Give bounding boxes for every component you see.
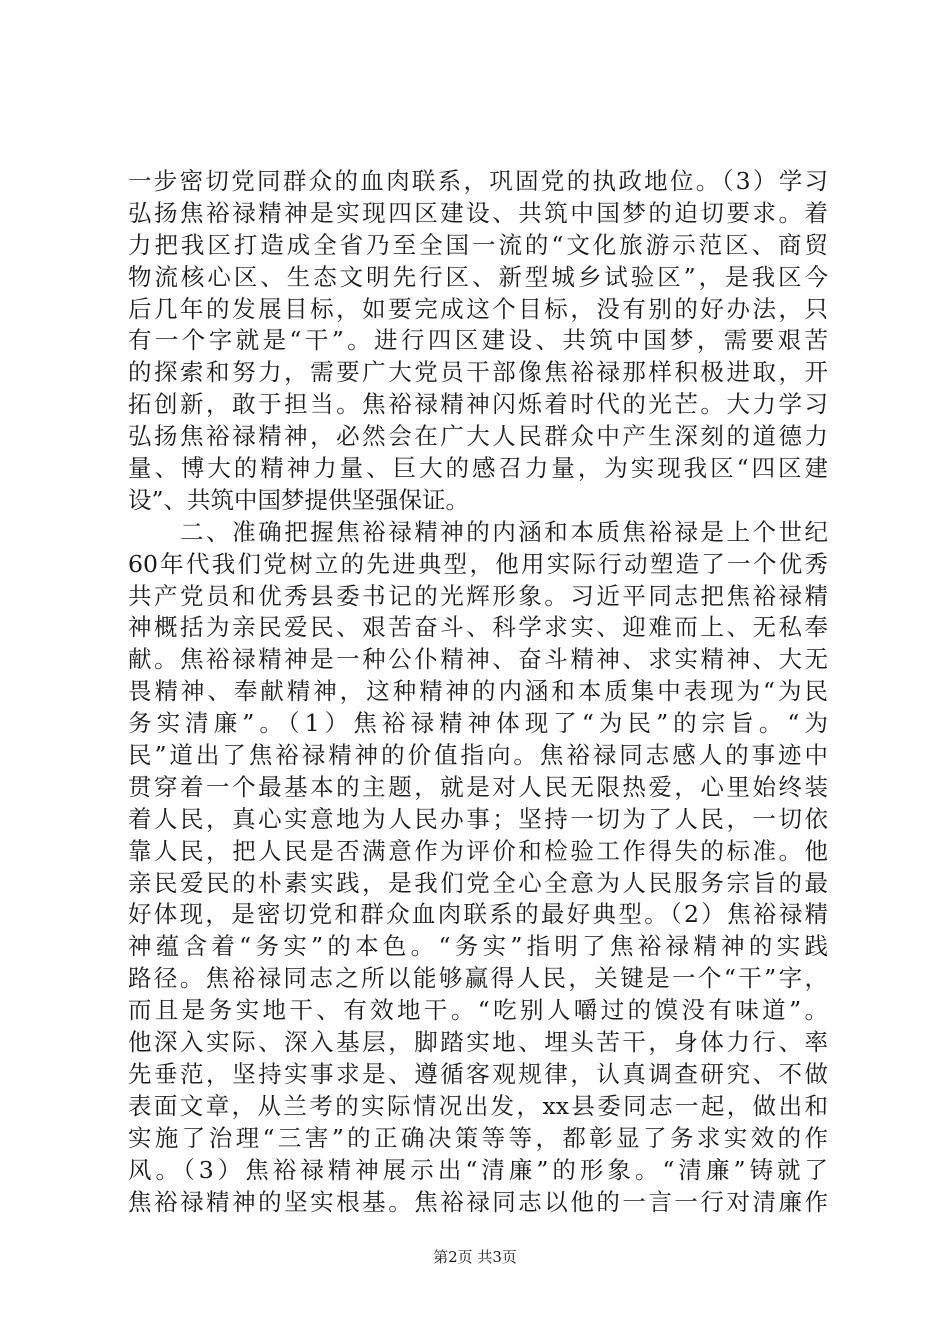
- text-line: 实施了治理“三害”的正确决策等等，都彰显了务求实效的作: [128, 1123, 828, 1152]
- text-line: 风。（3）焦裕禄精神展示出“清廉”的形象。“清廉”铸就了: [128, 1155, 828, 1184]
- text-line: 民”道出了焦裕禄精神的价值指向。焦裕禄同志感人的事迹中: [128, 741, 828, 770]
- section-heading-line: 二、准确把握焦裕禄精神的内涵和本质焦裕禄是上个世纪: [128, 517, 828, 546]
- text-line: 路径。焦裕禄同志之所以能够赢得人民，关键是一个“干”字，: [128, 964, 828, 993]
- text-line: 他深入实际、深入基层，脚踏实地、埋头苦干，身体力行、率: [128, 1028, 828, 1057]
- text-line: 亲民爱民的朴素实践，是我们党全心全意为人民服务宗旨的最: [128, 868, 828, 897]
- text-line: 后几年的发展目标，如要完成这个目标，没有别的好办法，只: [128, 294, 828, 323]
- text-line: 量、博大的精神力量、巨大的感召力量，为实现我区“四区建: [128, 454, 828, 483]
- text-line: 畏精神、奉献精神，这种精神的内涵和本质集中表现为“为民: [128, 677, 828, 706]
- page-footer: 第2页 共3页: [433, 1248, 517, 1266]
- text-line: 先垂范，坚持实事求是、遵循客观规律，认真调查研究、不做: [128, 1059, 828, 1088]
- text-line: 献。焦裕禄精神是一种公仆精神、奋斗精神、求实精神、大无: [128, 645, 828, 674]
- text-line: 拓创新，敢于担当。焦裕禄精神闪烁着时代的光芒。大力学习: [128, 390, 828, 419]
- text-line: 焦裕禄精神的坚实根基。焦裕禄同志以他的一言一行对清廉作: [128, 1187, 828, 1216]
- text-line: 着人民，真心实意地为人民办事；坚持一切为了人民，一切依: [128, 804, 828, 833]
- text-line: 有一个字就是“干”。进行四区建设、共筑中国梦，需要艰苦: [128, 326, 828, 355]
- text-line: 60年代我们党树立的先进典型，他用实际行动塑造了一个优秀: [128, 549, 828, 578]
- text-line: 力把我区打造成全省乃至全国一流的“文化旅游示范区、商贸: [128, 230, 828, 259]
- text-line: 神概括为亲民爱民、艰苦奋斗、科学求实、迎难而上、无私奉: [128, 613, 828, 642]
- text-line: 物流核心区、生态文明先行区、新型城乡试验区”，是我区今: [128, 262, 828, 291]
- text-line: 神蕴含着“务实”的本色。“务实”指明了焦裕禄精神的实践: [128, 932, 828, 961]
- text-line: 弘扬焦裕禄精神，必然会在广大人民群众中产生深刻的道德力: [128, 422, 828, 451]
- text-line: 靠人民，把人民是否满意作为评价和检验工作得失的标准。他: [128, 836, 828, 865]
- text-line: 共产党员和优秀县委书记的光辉形象。习近平同志把焦裕禄精: [128, 581, 828, 610]
- paragraph-end-line: 设”、共筑中国梦提供坚强保证。: [128, 485, 470, 514]
- text-line: 弘扬焦裕禄精神是实现四区建设、共筑中国梦的迫切要求。着: [128, 198, 828, 227]
- text-line: 的探索和努力，需要广大党员干部像焦裕禄那样积极进取，开: [128, 358, 828, 387]
- text-line: 务实清廉”。（1）焦裕禄精神体现了“为民”的宗旨。“为: [128, 709, 828, 738]
- text-line: 好体现，是密切党和群众血肉联系的最好典型。（2）焦裕禄精: [128, 900, 828, 929]
- text-line: 一步密切党同群众的血肉联系，巩固党的执政地位。（3）学习: [128, 167, 828, 195]
- body-text: [128, 166, 828, 1218]
- text-line: 表面文章，从兰考的实际情况出发，xx县委同志一起，做出和: [128, 1091, 828, 1120]
- text-line: 而且是务实地干、有效地干。“吃别人嚼过的馍没有味道”。: [128, 996, 828, 1025]
- text-line: 贯穿着一个最基本的主题，就是对人民无限热爱，心里始终装: [128, 772, 828, 801]
